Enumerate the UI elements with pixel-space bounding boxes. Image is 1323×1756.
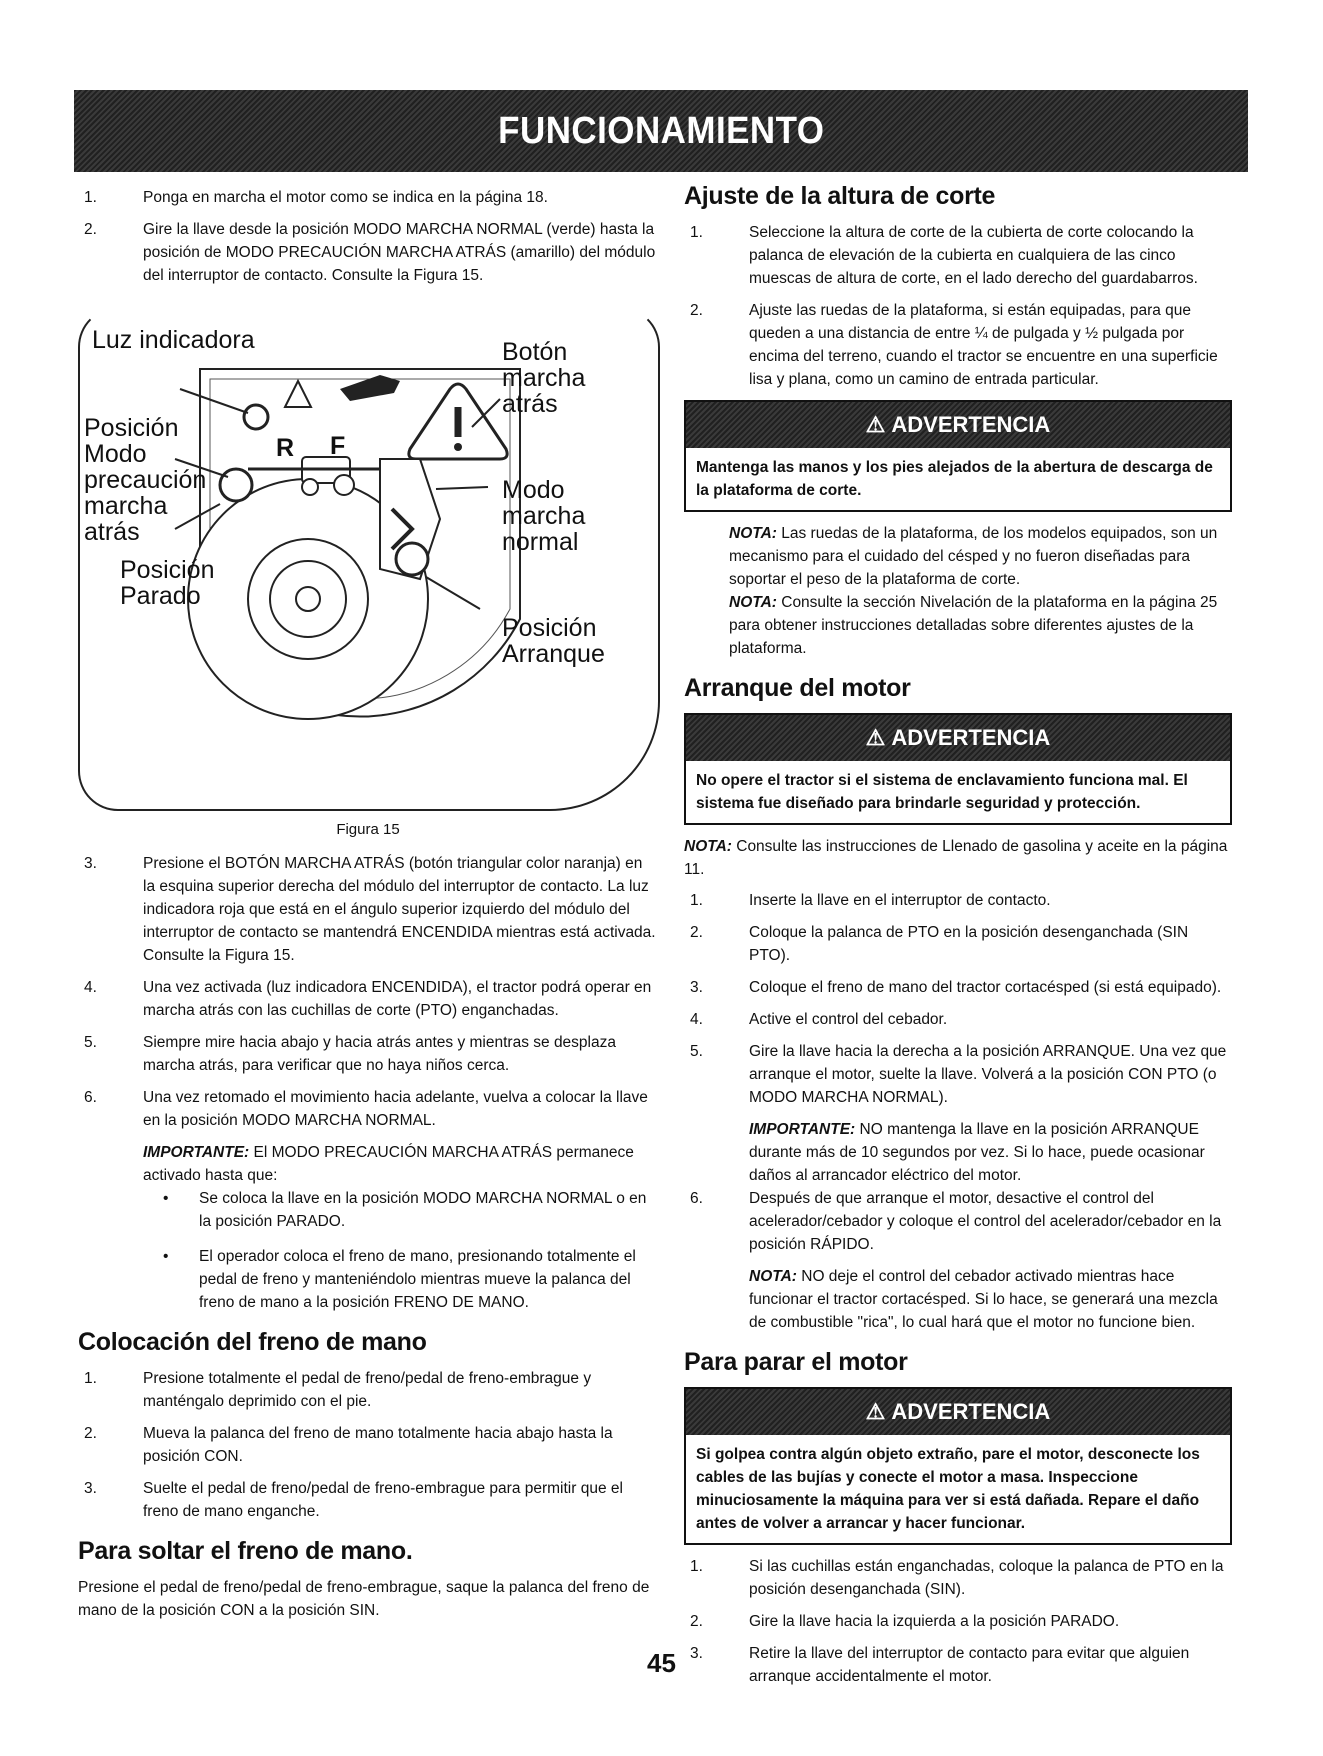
heading-parar: Para parar el motor — [684, 1348, 908, 1376]
warning-triangle-icon: ⚠ — [865, 1399, 886, 1424]
section-banner — [74, 90, 1248, 172]
list-item: 1. Ponga en marcha el motor como se indica en la página 18. — [84, 189, 548, 206]
important-note: IMPORTANTE: NO mantenga la llave en la posición ARRANQUE durante más de 10 segundos por vez. Si lo hace, puede ocasionar daños al arrancador eléctrico del motor. — [749, 1121, 1205, 1184]
steps-arranque — [684, 889, 1232, 1109]
label-posicion-arranque: Posición Arranque — [502, 614, 605, 668]
note: NOTA: Consulte la sección Nivelación de la plataforma en la página 25 para obtener instrucciones detalladas sobre diferentes ajustes de la plataforma. — [729, 594, 1218, 657]
heading-soltar: Para soltar el freno de mano. — [78, 1537, 413, 1565]
steps-mid — [78, 852, 658, 1132]
start-icon — [396, 543, 428, 575]
steps-arranque-6 — [684, 1187, 1232, 1256]
warning-text: Si golpea contra algún objeto extraño, pare el motor, desconecte los cables de las bujías y conecte el motor a masa. Inspeccione minuciosamente la máquina para ver si está dañada. Repare el daño antes de volver a arrancar y hacer funcionar. — [696, 1446, 1200, 1532]
warning-text: Mantenga las manos y los pies alejados de la abertura de descarga de la plataforma de corte. — [696, 459, 1213, 499]
label-modo-marcha-normal: Modo marcha normal — [502, 476, 586, 556]
label-posicion-precaucion: Posición Modo precaución marcha atrás — [84, 414, 207, 546]
label-boton-marcha-atras: Botón marcha atrás — [502, 338, 586, 418]
list-item: 1. Seleccione la altura de corte de la cubierta de corte colocando la palanca de elevación de la cubierta en cualquiera de las cinco muescas de altura de corte, en el lado derecho del guardabarros. — [690, 224, 1198, 287]
note: NOTA: NO deje el control del cebador activado mientras hace funcionar el tractor cortacésped. Si lo hace, se generará una mezcla de combustible "rica", lo cual hará que el motor no funcione bien. — [749, 1268, 1218, 1331]
list-item: 3. Presione el BOTÓN MARCHA ATRÁS (botón triangular color naranja) en la esquina superior derecha del módulo del interruptor de contacto. La luz indicadora roja que está en el ángulo superior izquierdo del módulo del interruptor de contacto se mantendrá ENCENDIDA mientras está activada. Consulte la Figura 15. — [84, 855, 656, 964]
note: NOTA: Consulte las instrucciones de Llenado de gasolina y aceite en la página 11. — [684, 838, 1228, 878]
list-item: 2. Coloque la palanca de PTO en la posición desenganchada (SIN PTO). — [690, 924, 1189, 964]
important-note: IMPORTANTE: El MODO PRECAUCIÓN MARCHA ATRÁS permanece activado hasta que: — [143, 1144, 634, 1184]
left-column — [78, 186, 658, 1622]
list-item: 3. Suelte el pedal de freno/pedal de freno-embrague para permitir que el freno de mano enganche. — [84, 1480, 623, 1520]
list-item: 4. Active el control del cebador. — [690, 1011, 948, 1028]
list-item: 5. Siempre mire hacia abajo y hacia atrás antes y mientras se desplaza marcha atrás, para verificar que no haya niños cerca. — [84, 1034, 616, 1074]
label-posicion-parado: Posición Parado — [120, 556, 215, 610]
heading-arranque: Arranque del motor — [684, 674, 911, 702]
list-item: 4. Una vez activada (luz indicadora ENCENDIDA), el tractor podrá operar en marcha atrás con las cuchillas de corte (PTO) enganchadas. — [84, 979, 652, 1019]
small-warning-triangle — [285, 381, 311, 407]
steps-freno — [78, 1367, 658, 1523]
list-item: 6. Una vez retomado el movimiento hacia adelante, vuelva a colocar la llave en la posición MODO MARCHA NORMAL. — [84, 1089, 648, 1129]
warning-triangle-icon: ⚠ — [865, 725, 886, 750]
list-item: 1. Presione totalmente el pedal de freno/pedal de freno-embrague y manténgalo deprimido con el pie. — [84, 1370, 592, 1410]
list-item: 5. Gire la llave hacia la derecha a la posición ARRANQUE. Una vez que arranque el motor, suelte la llave. Volverá a la posición CON PTO (o MODO MARCHA NORMAL). — [690, 1043, 1227, 1106]
list-item: 2. Gire la llave hacia la izquierda a la posición PARADO. — [690, 1613, 1120, 1630]
pointer-luz — [180, 389, 248, 413]
warning-header: ⚠ ADVERTENCIA — [686, 715, 1230, 761]
warning-header: ⚠ ADVERTENCIA — [686, 1389, 1230, 1435]
list-item: 1. Si las cuchillas están enganchadas, coloque la palanca de PTO en la posición desenganchada (SIN). — [690, 1558, 1224, 1598]
list-item: 3. Retire la llave del interruptor de contacto para evitar que alguien arranque accidentalmente el motor. — [690, 1645, 1190, 1685]
label-f: F — [330, 432, 346, 460]
warning-text: No opere el tractor si el sistema de enclavamiento funciona mal. El sistema fue diseñado para brindarle seguridad y protección. — [696, 772, 1188, 812]
warning-box-1 — [684, 400, 1232, 512]
soltar-text: Presione el pedal de freno/pedal de freno-embrague, saque la palanca del freno de mano de la posición CON a la posición SIN. — [78, 1579, 650, 1619]
label-r: R — [276, 434, 295, 462]
important-bullets — [78, 1187, 658, 1314]
warning-triangle-icon: ⚠ — [865, 412, 886, 437]
list-item: 2. Ajuste las ruedas de la plataforma, si están equipadas, para que queden a una distancia de entre ¼ de pulgada y ½ pulgada por encima del terreno, cuando el tractor se encuentre en una superficie lisa y plana, como un camino de entrada particular. — [690, 302, 1218, 388]
ignition-switch-figure — [78, 307, 660, 811]
list-item: 2. Gire la llave desde la posición MODO MARCHA NORMAL (verde) hasta la posición de MODO PRECAUCIÓN MARCHA ATRÁS (amarillo) del módulo del interruptor de contacto. Consulte la Figura 15. — [84, 221, 656, 284]
label-luz-indicadora: Luz indicadora — [92, 326, 255, 354]
warning-box-2 — [684, 713, 1232, 825]
heading-freno: Colocación del freno de mano — [78, 1328, 427, 1356]
list-item: 2. Mueva la palanca del freno de mano totalmente hacia abajo hasta la posición CON. — [84, 1425, 613, 1465]
steps-top — [78, 186, 658, 287]
indicator-light — [244, 405, 268, 429]
heading-altura: Ajuste de la altura de corte — [684, 182, 996, 210]
list-item: • El operador coloca el freno de mano, presionando totalmente el pedal de freno y manteniéndolo mientras mueve la palanca del freno de mano a la posición FRENO DE MANO. — [163, 1248, 636, 1311]
list-item: 1. Inserte la llave en el interruptor de contacto. — [690, 892, 1051, 909]
warning-header: ⚠ ADVERTENCIA — [686, 402, 1230, 448]
section-title: FUNCIONAMIENTO — [497, 109, 825, 152]
list-item: • Se coloca la llave en la posición MODO MARCHA NORMAL o en la posición PARADO. — [163, 1190, 647, 1230]
stop-icon — [220, 469, 252, 501]
steps-altura — [684, 221, 1232, 391]
note: NOTA: Las ruedas de la plataforma, de los modelos equipados, son un mecanismo para el cuidado del césped y no fueron diseñadas para soportar el peso de la plataforma de corte. — [729, 525, 1218, 588]
pointer-normal — [436, 487, 488, 489]
right-column — [684, 182, 1232, 1697]
figure-caption: Figura 15 — [336, 821, 400, 838]
list-item: 3. Coloque el freno de mano del tractor cortacésped (si está equipado). — [690, 979, 1222, 996]
warning-box-3 — [684, 1387, 1232, 1545]
pointer-arranque — [426, 577, 480, 609]
key-slot — [296, 587, 320, 611]
page-number: 45 — [647, 1648, 676, 1678]
list-item: 6. Después de que arranque el motor, desactive el control del acelerador/cebador y coloque el control del acelerador/cebador en la posición RÁPIDO. — [690, 1190, 1222, 1253]
